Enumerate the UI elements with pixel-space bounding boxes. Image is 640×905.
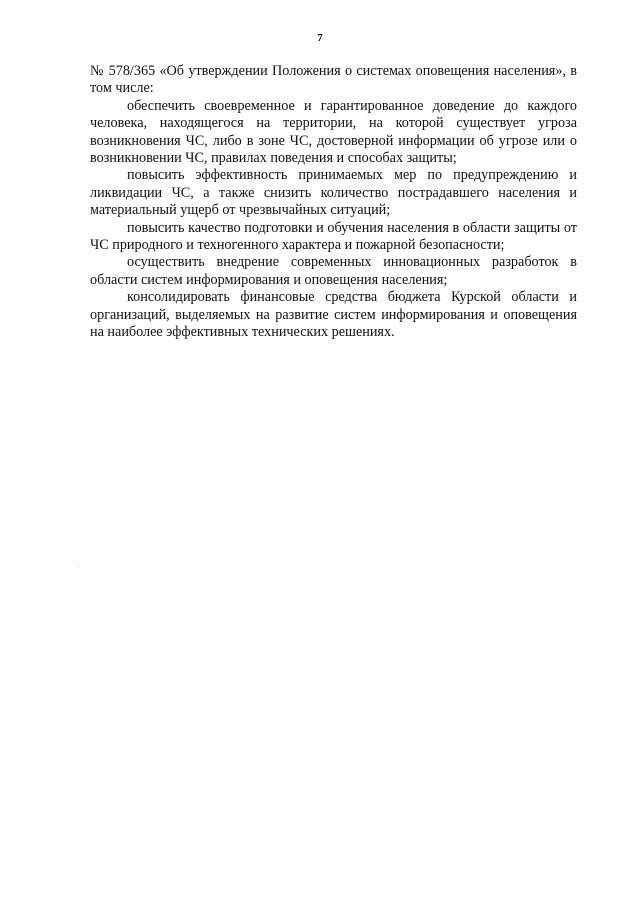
- paragraph-item-1: обеспечить своевременное и гарантированное доведение до каждого человека, находящегося на территории, на которой существует угроза возникновения ЧС, либо в зоне ЧС, достоверной информации об угрозе или о возникновении ЧС, правилах поведения и способах защиты;: [90, 97, 577, 167]
- paragraph-item-4: осуществить внедрение современных инновационных разработок в области систем информирования и оповещения населения;: [90, 254, 577, 288]
- paragraph-item-3: повысить качество подготовки и обучения населения в области защиты от ЧС природного и техногенного характера и пожарной безопасности;: [90, 219, 577, 254]
- page-number: 7: [317, 32, 323, 44]
- paragraph-item-5: консолидировать финансовые средства бюджета Курской области и организаций, выделяемых на развитие систем информирования и оповещения на наиболее эффективных технических решениях.: [90, 289, 577, 341]
- paragraph-item-2: повысить эффективность принимаемых мер по предупреждению и ликвидации ЧС, а также снизить количество пострадавшего населения и материальный ущерб от чрезвычайных ситуаций;: [90, 167, 577, 219]
- paragraph-continuation: № 578/365 «Об утверждении Положения о системах оповещения населения», в том числе:: [90, 63, 577, 97]
- body-text: [90, 63, 577, 342]
- scan-speck: [78, 566, 79, 567]
